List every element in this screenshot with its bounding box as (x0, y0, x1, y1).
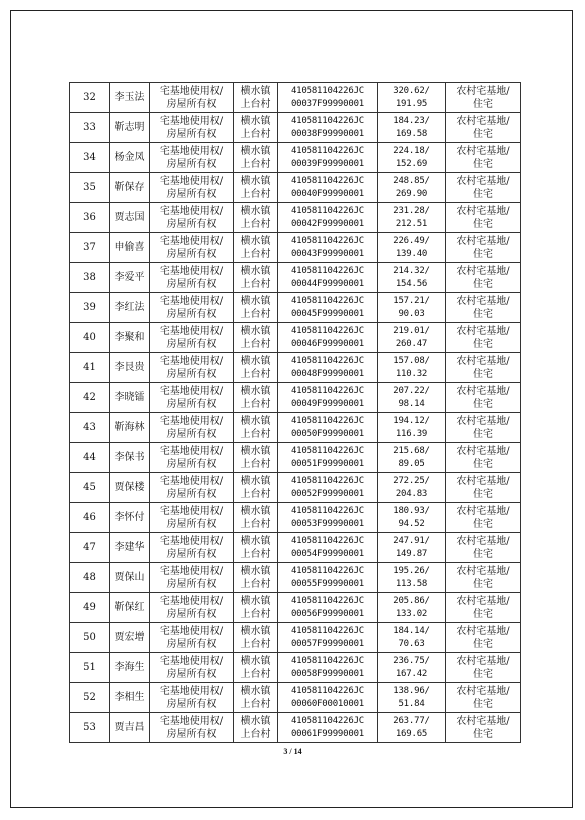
unit-code-cell: 410581104226JC 00057F99990001 (278, 623, 378, 653)
usage-cell: 农村宅基地/ 住宅 (446, 503, 521, 533)
unit-code-cell: 410581104226JC 00051F99990001 (278, 443, 378, 473)
right-type-cell: 宅基地使用权/ 房屋所有权 (150, 683, 234, 713)
right-type-cell: 宅基地使用权/ 房屋所有权 (150, 713, 234, 743)
row-number-cell: 41 (70, 353, 110, 383)
owner-name-cell: 李晓镭 (110, 383, 150, 413)
usage-cell: 农村宅基地/ 住宅 (446, 713, 521, 743)
area-cell: 205.86/ 133.02 (378, 593, 446, 623)
row-number-cell: 46 (70, 503, 110, 533)
owner-name-cell: 李玉法 (110, 83, 150, 113)
area-cell: 263.77/ 169.65 (378, 713, 446, 743)
usage-cell: 农村宅基地/ 住宅 (446, 533, 521, 563)
usage-cell: 农村宅基地/ 住宅 (446, 143, 521, 173)
owner-name-cell: 靳志明 (110, 113, 150, 143)
unit-code-cell: 410581104226JC 00039F99990001 (278, 143, 378, 173)
row-number-cell: 44 (70, 443, 110, 473)
right-type-cell: 宅基地使用权/ 房屋所有权 (150, 383, 234, 413)
unit-code-cell: 410581104226JC 00053F99990001 (278, 503, 378, 533)
usage-cell: 农村宅基地/ 住宅 (446, 623, 521, 653)
table-row (70, 473, 521, 503)
area-cell: 157.21/ 90.03 (378, 293, 446, 323)
row-number-cell: 40 (70, 323, 110, 353)
usage-cell: 农村宅基地/ 住宅 (446, 593, 521, 623)
unit-code-cell: 410581104226JC 00044F99990001 (278, 263, 378, 293)
area-cell: 138.96/ 51.84 (378, 683, 446, 713)
registration-table-body (70, 83, 521, 743)
right-type-cell: 宅基地使用权/ 房屋所有权 (150, 323, 234, 353)
table-row (70, 263, 521, 293)
table-row (70, 713, 521, 743)
usage-cell: 农村宅基地/ 住宅 (446, 173, 521, 203)
row-number-cell: 48 (70, 563, 110, 593)
row-number-cell: 32 (70, 83, 110, 113)
owner-name-cell: 杨金凤 (110, 143, 150, 173)
table-row (70, 593, 521, 623)
usage-cell: 农村宅基地/ 住宅 (446, 323, 521, 353)
table-row (70, 413, 521, 443)
row-number-cell: 35 (70, 173, 110, 203)
area-cell: 194.12/ 116.39 (378, 413, 446, 443)
area-cell: 184.23/ 169.58 (378, 113, 446, 143)
area-cell: 248.85/ 269.90 (378, 173, 446, 203)
table-row (70, 683, 521, 713)
unit-code-cell: 410581104226JC 00060F00010001 (278, 683, 378, 713)
right-type-cell: 宅基地使用权/ 房屋所有权 (150, 293, 234, 323)
right-type-cell: 宅基地使用权/ 房屋所有权 (150, 83, 234, 113)
right-type-cell: 宅基地使用权/ 房屋所有权 (150, 563, 234, 593)
row-number-cell: 37 (70, 233, 110, 263)
unit-code-cell: 410581104226JC 00049F99990001 (278, 383, 378, 413)
usage-cell: 农村宅基地/ 住宅 (446, 263, 521, 293)
unit-code-cell: 410581104226JC 00055F99990001 (278, 563, 378, 593)
usage-cell: 农村宅基地/ 住宅 (446, 353, 521, 383)
table-row (70, 623, 521, 653)
right-type-cell: 宅基地使用权/ 房屋所有权 (150, 203, 234, 233)
right-type-cell: 宅基地使用权/ 房屋所有权 (150, 623, 234, 653)
row-number-cell: 36 (70, 203, 110, 233)
location-cell: 横水镇 上台村 (234, 173, 278, 203)
usage-cell: 农村宅基地/ 住宅 (446, 443, 521, 473)
unit-code-cell: 410581104226JC 00054F99990001 (278, 533, 378, 563)
area-cell: 214.32/ 154.56 (378, 263, 446, 293)
owner-name-cell: 李艮贵 (110, 353, 150, 383)
location-cell: 横水镇 上台村 (234, 353, 278, 383)
row-number-cell: 38 (70, 263, 110, 293)
table-row (70, 503, 521, 533)
location-cell: 横水镇 上台村 (234, 443, 278, 473)
right-type-cell: 宅基地使用权/ 房屋所有权 (150, 443, 234, 473)
area-cell: 226.49/ 139.40 (378, 233, 446, 263)
area-cell: 180.93/ 94.52 (378, 503, 446, 533)
row-number-cell: 51 (70, 653, 110, 683)
right-type-cell: 宅基地使用权/ 房屋所有权 (150, 353, 234, 383)
row-number-cell: 39 (70, 293, 110, 323)
area-cell: 184.14/ 70.63 (378, 623, 446, 653)
right-type-cell: 宅基地使用权/ 房屋所有权 (150, 473, 234, 503)
owner-name-cell: 李红法 (110, 293, 150, 323)
usage-cell: 农村宅基地/ 住宅 (446, 233, 521, 263)
right-type-cell: 宅基地使用权/ 房屋所有权 (150, 143, 234, 173)
owner-name-cell: 贾保楼 (110, 473, 150, 503)
unit-code-cell: 410581104226JC 00058F99990001 (278, 653, 378, 683)
usage-cell: 农村宅基地/ 住宅 (446, 83, 521, 113)
row-number-cell: 43 (70, 413, 110, 443)
unit-code-cell: 410581104226JC 00046F99990001 (278, 323, 378, 353)
unit-code-cell: 410581104226JC 00056F99990001 (278, 593, 378, 623)
unit-code-cell: 410581104226JC 00045F99990001 (278, 293, 378, 323)
table-row (70, 653, 521, 683)
unit-code-cell: 410581104226JC 00050F99990001 (278, 413, 378, 443)
location-cell: 横水镇 上台村 (234, 713, 278, 743)
table-row (70, 203, 521, 233)
owner-name-cell: 贾保山 (110, 563, 150, 593)
table-row (70, 293, 521, 323)
table-row (70, 113, 521, 143)
unit-code-cell: 410581104226JC 00052F99990001 (278, 473, 378, 503)
owner-name-cell: 申偷喜 (110, 233, 150, 263)
row-number-cell: 47 (70, 533, 110, 563)
usage-cell: 农村宅基地/ 住宅 (446, 473, 521, 503)
unit-code-cell: 410581104226JC 00061F99990001 (278, 713, 378, 743)
right-type-cell: 宅基地使用权/ 房屋所有权 (150, 593, 234, 623)
table-row (70, 353, 521, 383)
unit-code-cell: 410581104226JC 00038F99990001 (278, 113, 378, 143)
area-cell: 236.75/ 167.42 (378, 653, 446, 683)
right-type-cell: 宅基地使用权/ 房屋所有权 (150, 233, 234, 263)
usage-cell: 农村宅基地/ 住宅 (446, 293, 521, 323)
usage-cell: 农村宅基地/ 住宅 (446, 113, 521, 143)
area-cell: 195.26/ 113.58 (378, 563, 446, 593)
row-number-cell: 50 (70, 623, 110, 653)
usage-cell: 农村宅基地/ 住宅 (446, 563, 521, 593)
location-cell: 横水镇 上台村 (234, 203, 278, 233)
location-cell: 横水镇 上台村 (234, 593, 278, 623)
right-type-cell: 宅基地使用权/ 房屋所有权 (150, 503, 234, 533)
row-number-cell: 45 (70, 473, 110, 503)
owner-name-cell: 李保书 (110, 443, 150, 473)
table-row (70, 143, 521, 173)
area-cell: 207.22/ 98.14 (378, 383, 446, 413)
owner-name-cell: 李建华 (110, 533, 150, 563)
usage-cell: 农村宅基地/ 住宅 (446, 203, 521, 233)
location-cell: 横水镇 上台村 (234, 143, 278, 173)
usage-cell: 农村宅基地/ 住宅 (446, 383, 521, 413)
page-number: 3 / 14 (283, 747, 302, 756)
owner-name-cell: 贾吉昌 (110, 713, 150, 743)
row-number-cell: 52 (70, 683, 110, 713)
table-row (70, 533, 521, 563)
location-cell: 横水镇 上台村 (234, 323, 278, 353)
location-cell: 横水镇 上台村 (234, 83, 278, 113)
area-cell: 320.62/ 191.95 (378, 83, 446, 113)
right-type-cell: 宅基地使用权/ 房屋所有权 (150, 653, 234, 683)
usage-cell: 农村宅基地/ 住宅 (446, 683, 521, 713)
table-row (70, 443, 521, 473)
location-cell: 横水镇 上台村 (234, 653, 278, 683)
table-row (70, 233, 521, 263)
row-number-cell: 42 (70, 383, 110, 413)
right-type-cell: 宅基地使用权/ 房屋所有权 (150, 533, 234, 563)
table-row (70, 83, 521, 113)
owner-name-cell: 靳保红 (110, 593, 150, 623)
owner-name-cell: 李相生 (110, 683, 150, 713)
owner-name-cell: 贾志国 (110, 203, 150, 233)
location-cell: 横水镇 上台村 (234, 413, 278, 443)
owner-name-cell: 李爱平 (110, 263, 150, 293)
owner-name-cell: 李怀付 (110, 503, 150, 533)
area-cell: 247.91/ 149.87 (378, 533, 446, 563)
usage-cell: 农村宅基地/ 住宅 (446, 413, 521, 443)
area-cell: 231.28/ 212.51 (378, 203, 446, 233)
area-cell: 215.68/ 89.05 (378, 443, 446, 473)
row-number-cell: 33 (70, 113, 110, 143)
row-number-cell: 34 (70, 143, 110, 173)
location-cell: 横水镇 上台村 (234, 533, 278, 563)
unit-code-cell: 410581104226JC 00042F99990001 (278, 203, 378, 233)
right-type-cell: 宅基地使用权/ 房屋所有权 (150, 263, 234, 293)
right-type-cell: 宅基地使用权/ 房屋所有权 (150, 413, 234, 443)
table-row (70, 383, 521, 413)
owner-name-cell: 靳海林 (110, 413, 150, 443)
usage-cell: 农村宅基地/ 住宅 (446, 653, 521, 683)
owner-name-cell: 贾宏增 (110, 623, 150, 653)
right-type-cell: 宅基地使用权/ 房屋所有权 (150, 173, 234, 203)
row-number-cell: 49 (70, 593, 110, 623)
location-cell: 横水镇 上台村 (234, 473, 278, 503)
registration-table (69, 82, 521, 743)
table-row (70, 323, 521, 353)
table-row (70, 563, 521, 593)
table-row (70, 173, 521, 203)
location-cell: 横水镇 上台村 (234, 683, 278, 713)
unit-code-cell: 410581104226JC 00037F99990001 (278, 83, 378, 113)
location-cell: 横水镇 上台村 (234, 113, 278, 143)
area-cell: 272.25/ 204.83 (378, 473, 446, 503)
right-type-cell: 宅基地使用权/ 房屋所有权 (150, 113, 234, 143)
unit-code-cell: 410581104226JC 00043F99990001 (278, 233, 378, 263)
owner-name-cell: 李聚和 (110, 323, 150, 353)
location-cell: 横水镇 上台村 (234, 293, 278, 323)
location-cell: 横水镇 上台村 (234, 233, 278, 263)
owner-name-cell: 靳保存 (110, 173, 150, 203)
area-cell: 224.18/ 152.69 (378, 143, 446, 173)
location-cell: 横水镇 上台村 (234, 563, 278, 593)
location-cell: 横水镇 上台村 (234, 623, 278, 653)
location-cell: 横水镇 上台村 (234, 503, 278, 533)
location-cell: 横水镇 上台村 (234, 263, 278, 293)
unit-code-cell: 410581104226JC 00040F99990001 (278, 173, 378, 203)
location-cell: 横水镇 上台村 (234, 383, 278, 413)
area-cell: 157.08/ 110.32 (378, 353, 446, 383)
unit-code-cell: 410581104226JC 00048F99990001 (278, 353, 378, 383)
owner-name-cell: 李海生 (110, 653, 150, 683)
row-number-cell: 53 (70, 713, 110, 743)
area-cell: 219.01/ 260.47 (378, 323, 446, 353)
